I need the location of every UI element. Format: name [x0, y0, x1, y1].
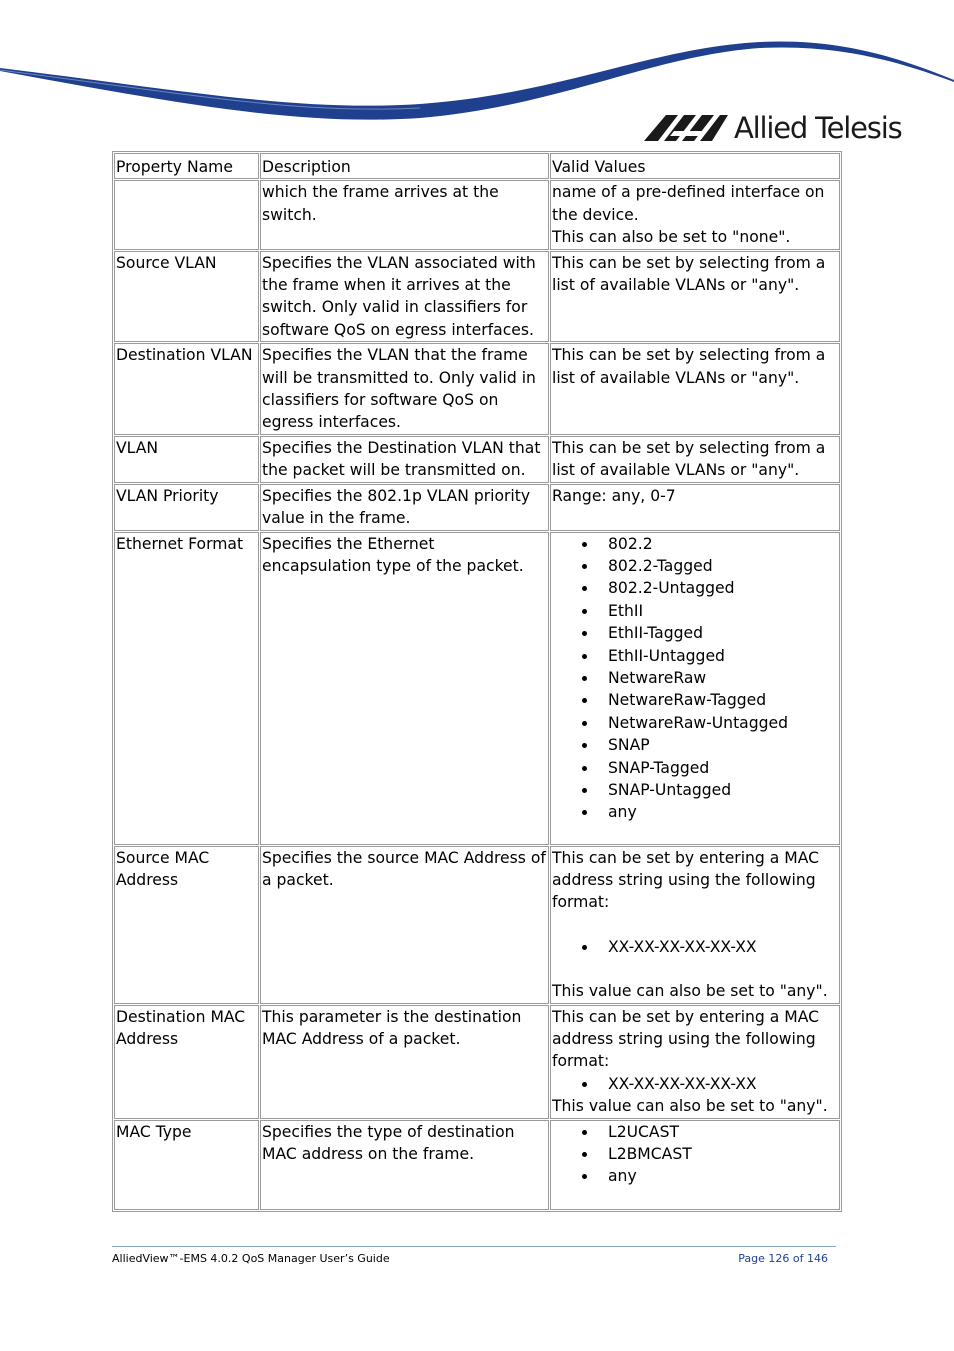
table-row — [114, 343, 840, 435]
property-name-cell: Source VLAN — [114, 251, 259, 343]
list-item: XX-XX-XX-XX-XX-XX — [608, 1073, 837, 1095]
table-row — [114, 436, 840, 483]
logo-wordmark: Allied Telesis — [734, 111, 902, 145]
table-row — [114, 1005, 840, 1119]
header-valid-values: Valid Values — [550, 153, 840, 179]
list-item: any — [608, 1165, 837, 1187]
valid-values-outro: This value can also be set to "any". — [552, 1097, 828, 1116]
footer-divider — [112, 1246, 836, 1247]
valid-values-cell — [550, 1120, 840, 1210]
spacer — [552, 914, 837, 936]
description-cell: Specifies the VLAN associated with the frame when it arrives at the switch. Only valid in classifiers for software QoS on egress interfaces. — [260, 251, 549, 343]
list-item: EthII-Tagged — [608, 622, 837, 644]
valid-values-cell: This can be set by selecting from a list of available VLANs or "any". — [550, 343, 840, 435]
list-item: 802.2-Untagged — [608, 577, 837, 599]
valid-values-intro: This can be set by entering a MAC address string using the following format: — [552, 848, 820, 912]
valid-values-cell — [550, 180, 840, 249]
description-cell: which the frame arrives at the switch. — [260, 180, 549, 249]
allied-telesis-logo — [644, 108, 901, 148]
list-item: EthII-Untagged — [608, 645, 837, 667]
list-item: 802.2-Tagged — [608, 555, 837, 577]
list-item: NetwareRaw — [608, 667, 837, 689]
valid-values-cell — [550, 1005, 840, 1119]
table-row — [114, 251, 840, 343]
property-name-cell — [114, 180, 259, 249]
valid-values-line: This can also be set to "none". — [552, 228, 791, 247]
valid-values-cell: Range: any, 0-7 — [550, 484, 840, 531]
valid-values-intro: This can be set by entering a MAC address string using the following format: — [552, 1007, 820, 1071]
valid-values-line: name of a pre-defined interface on the device. — [552, 183, 825, 224]
header-description: Description — [260, 153, 549, 179]
description-cell: Specifies the 802.1p VLAN priority value in the frame. — [260, 484, 549, 531]
description-cell: Specifies the source MAC Address of a packet. — [260, 846, 549, 1004]
list-item: NetwareRaw-Untagged — [608, 712, 837, 734]
table-row — [114, 1120, 840, 1210]
valid-values-list — [552, 1121, 837, 1188]
valid-values-cell — [550, 532, 840, 845]
table-row — [114, 180, 840, 249]
footer-document-title: AlliedView™-EMS 4.0.2 QoS Manager User’s Guide — [112, 1252, 390, 1265]
property-name-cell: Destination MAC Address — [114, 1005, 259, 1119]
description-cell: This parameter is the destination MAC Address of a packet. — [260, 1005, 549, 1119]
valid-values-cell — [550, 846, 840, 1004]
list-item: L2BMCAST — [608, 1143, 837, 1165]
table-row — [114, 532, 840, 845]
property-table — [112, 151, 842, 1212]
list-item: SNAP-Untagged — [608, 779, 837, 801]
property-name-cell: MAC Type — [114, 1120, 259, 1210]
spacer — [552, 958, 837, 980]
table-row — [114, 846, 840, 1004]
footer-page-number: Page 126 of 146 — [738, 1252, 828, 1265]
list-item: SNAP — [608, 734, 837, 756]
list-item: SNAP-Tagged — [608, 757, 837, 779]
description-cell: Specifies the VLAN that the frame will be transmitted to. Only valid in classifiers for software QoS on egress interfaces. — [260, 343, 549, 435]
property-name-cell: VLAN — [114, 436, 259, 483]
property-name-cell: Ethernet Format — [114, 532, 259, 845]
list-item: XX-XX-XX-XX-XX-XX — [608, 936, 837, 958]
header-property-name: Property Name — [114, 153, 259, 179]
list-item: any — [608, 801, 837, 823]
table-header-row — [114, 153, 840, 179]
list-item: 802.2 — [608, 533, 837, 555]
valid-values-cell: This can be set by selecting from a list of available VLANs or "any". — [550, 251, 840, 343]
list-item: EthII — [608, 600, 837, 622]
table-row — [114, 484, 840, 531]
description-cell: Specifies the Ethernet encapsulation type of the packet. — [260, 532, 549, 845]
description-cell: Specifies the Destination VLAN that the packet will be transmitted on. — [260, 436, 549, 483]
valid-values-list — [552, 533, 837, 824]
valid-values-list — [552, 936, 837, 958]
logo-mark-icon — [644, 115, 728, 141]
description-cell: Specifies the type of destination MAC address on the frame. — [260, 1120, 549, 1210]
valid-values-cell: This can be set by selecting from a list of available VLANs or "any". — [550, 436, 840, 483]
property-name-cell: VLAN Priority — [114, 484, 259, 531]
property-name-cell: Source MAC Address — [114, 846, 259, 1004]
valid-values-list — [552, 1073, 837, 1095]
valid-values-outro: This value can also be set to "any". — [552, 982, 828, 1001]
list-item: L2UCAST — [608, 1121, 837, 1143]
property-name-cell: Destination VLAN — [114, 343, 259, 435]
list-item: NetwareRaw-Tagged — [608, 689, 837, 711]
